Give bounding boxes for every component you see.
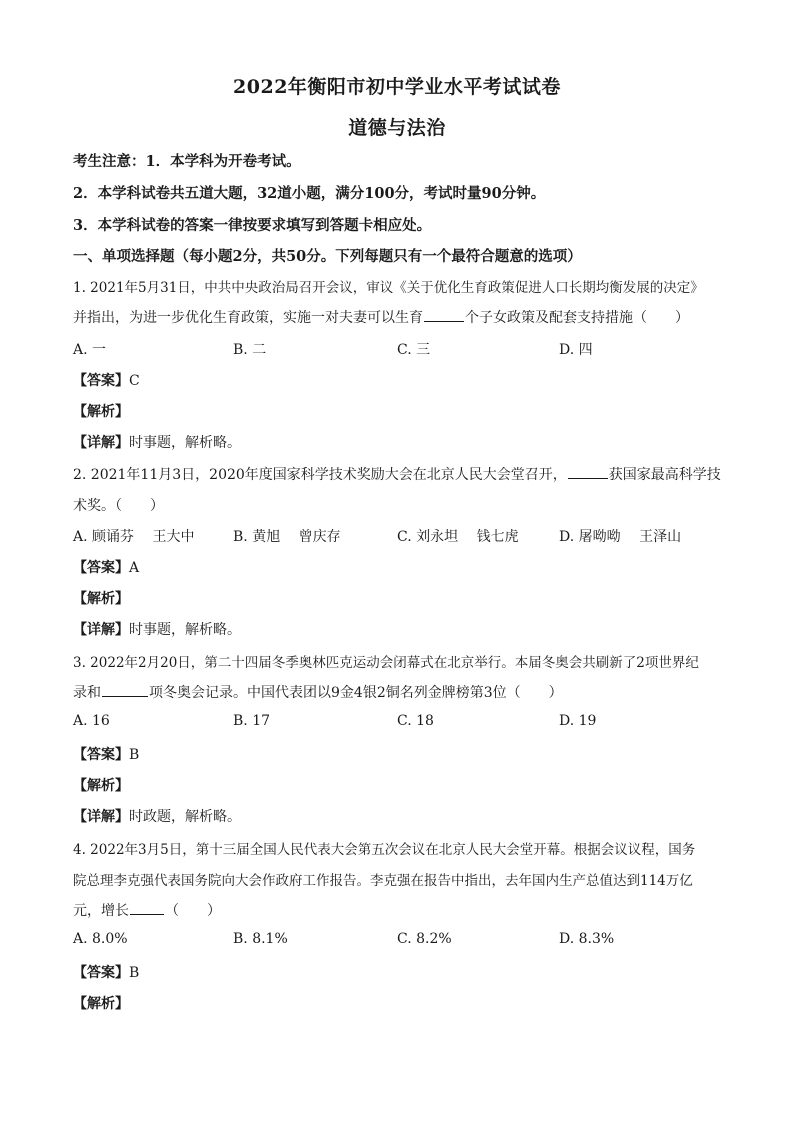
- question-2-detail: 【详解】时事题，解析略。: [73, 622, 241, 638]
- question-3-analysis: 【解析】: [73, 778, 129, 794]
- question-2-analysis: 【解析】: [73, 591, 129, 607]
- question-1-detail: 【详解】时事题，解析略。: [73, 435, 241, 451]
- question-3-option-d: D. 19: [559, 713, 597, 729]
- question-4-line-1: 4. 2022年3月5日，第十三届全国人民代表大会第五次会议在北京人民大会堂开幕。根据会议议程，国务: [73, 842, 696, 858]
- question-4-answer: 【答案】B: [73, 965, 140, 981]
- question-4-analysis: 【解析】: [73, 996, 129, 1012]
- question-2-option-d: D. 屠呦呦 王泽山: [559, 529, 682, 545]
- question-4-option-c: C. 8.2%: [397, 931, 452, 947]
- question-3-line-1: 3. 2022年2月20日，第二十四届冬季奥林匹克运动会闭幕式在北京举行。本届冬奥会共刷新了2项世界纪: [73, 655, 699, 671]
- question-4-line-3: 元，增长 （ ）: [73, 903, 221, 919]
- notice-line-3: 3．本学科试卷的答案一律按要求填写到答题卡相应处。: [73, 217, 432, 234]
- question-3-option-c: C. 18: [397, 713, 434, 729]
- question-2-line-2: 术奖。（ ）: [73, 498, 164, 514]
- question-2-option-a: A. 顾诵芬 王大中: [73, 529, 195, 545]
- question-3-option-a: A. 16: [73, 713, 110, 729]
- answer-blank: [568, 466, 608, 479]
- question-1-option-a: A. 一: [73, 342, 107, 358]
- answer-blank: [130, 902, 164, 915]
- question-1-option-d: D. 四: [559, 342, 593, 358]
- question-4-line-2: 院总理李克强代表国务院向大会作政府工作报告。李克强在报告中指出，去年国内生产总值达到114万亿: [73, 873, 693, 889]
- notice-line-2: 2．本学科试卷共五道大题，32道小题，满分100分，考试时量90分钟。: [73, 185, 546, 202]
- exam-title: 2022年衡阳市初中学业水平考试试卷: [233, 76, 561, 98]
- answer-blank: [424, 309, 464, 322]
- question-1-line-2: 并指出，为进一步优化生育政策，实施一对夫妻可以生育 个子女政策及配套支持措施（ ）: [73, 310, 689, 326]
- question-4-option-a: A. 8.0%: [73, 931, 128, 947]
- question-1-option-b: B. 二: [233, 342, 267, 358]
- question-3-answer: 【答案】B: [73, 747, 140, 763]
- section-heading: 一、单项选择题（每小题2分，共50分。下列每题只有一个最符合题意的选项）: [73, 248, 582, 265]
- question-2-answer: 【答案】A: [73, 560, 140, 576]
- exam-subject: 道德与法治: [348, 117, 446, 139]
- question-2-option-b: B. 黄旭 曾庆存: [233, 529, 341, 545]
- question-1-option-c: C. 三: [397, 342, 431, 358]
- question-1-analysis: 【解析】: [73, 404, 129, 420]
- question-3-detail: 【详解】时政题，解析略。: [73, 809, 241, 825]
- question-1-line-1: 1. 2021年5月31日，中共中央政治局召开会议，审议《关于优化生育政策促进人口长期均衡发展的决定》: [73, 280, 704, 296]
- notice-line-1: 考生注意：1．本学科为开卷考试。: [73, 153, 301, 170]
- question-4-option-b: B. 8.1%: [233, 931, 288, 947]
- question-2-line-1: 2. 2021年11月3日，2020年度国家科学技术奖励大会在北京人民大会堂召开， 获国家最高科学技: [73, 467, 721, 483]
- question-1-answer: 【答案】C: [73, 373, 140, 389]
- question-2-option-c: C. 刘永坦 钱七虎: [397, 529, 519, 545]
- question-4-option-d: D. 8.3%: [559, 931, 615, 947]
- answer-blank: [102, 684, 148, 697]
- question-3-line-2: 录和 项冬奥会记录。中国代表团以9金4银2铜名列金牌榜第3位（ ）: [73, 685, 563, 701]
- question-3-option-b: B. 17: [233, 713, 271, 729]
